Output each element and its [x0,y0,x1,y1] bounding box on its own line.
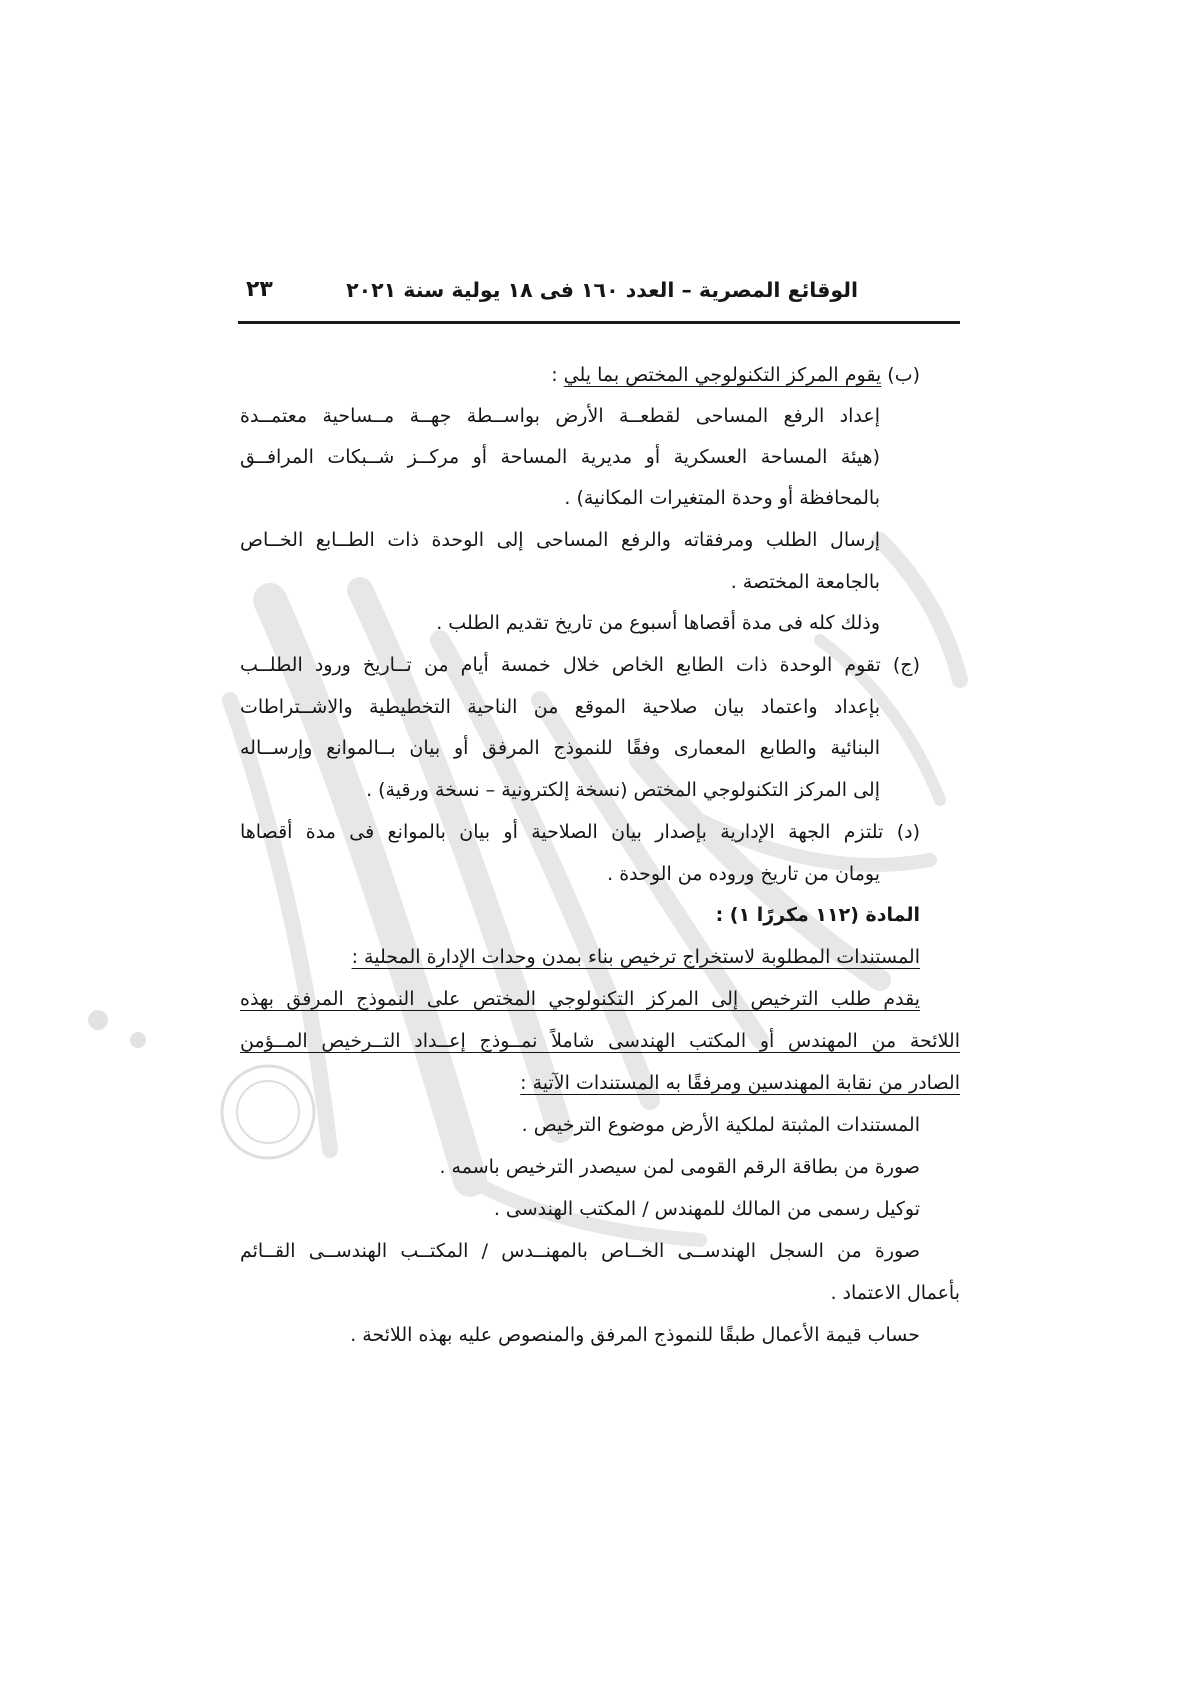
article-intro-line: الصادر من نقابة المهندسين ومرفقًا به المستندات الآتية : [520,1072,960,1094]
required-document-item-continuation: بأعمال الاعتماد . [830,1282,960,1304]
article-subtitle: المستندات المطلوبة لاستخراج ترخيص بناء بمدن وحدات الإدارة المحلية : [351,946,920,968]
section-d-line: يومان من تاريخ وروده من الوحدة . [607,863,880,885]
watermark-dot [130,1032,146,1048]
section-b-line: بالمحافظة أو وحدة المتغيرات المكانية) . [564,487,880,509]
article-title: المادة (١١٢ مكررًا ١) : [715,904,920,926]
page-header-title: الوقائع المصرية – العدد ١٦٠ فى ١٨ يولية سنة ٢٠٢١ [346,278,858,302]
required-document-item: المستندات المثبتة لملكية الأرض موضوع الترخيص . [521,1114,920,1136]
required-document-item: صورة من بطاقة الرقم القومى لمن سيصدر الترخيص باسمه . [439,1156,920,1178]
page-number: ٢٣ [246,277,273,302]
article-intro-line: اللائحة من المهندس أو المكتب الهندسى شاملاً نمــوذج إعــداد التــرخيص المــؤمن [240,1030,960,1052]
section-b-line: (هيئة المساحة العسكرية أو مديرية المساحة أو مركــز شــبكات المرافــق [240,446,880,468]
section-c-line: (ج) تقوم الوحدة ذات الطابع الخاص خلال خمسة أيام من تــاريخ ورود الطلــب [240,654,920,676]
required-document-item: صورة من السجل الهندســى الخــاص بالمهنــدس / المكتــب الهندســى القــائم [240,1240,920,1262]
section-b-line: وذلك كله فى مدة أقصاها أسبوع من تاريخ تقديم الطلب . [436,612,880,634]
section-b-line: إرسال الطلب ومرفقاته والرفع المساحى إلى الوحدة ذات الطــابع الخــاص [240,529,880,551]
article-intro-line: يقدم طلب الترخيص إلى المركز التكنولوجي المختص على النموذج المرفق بهذه [240,988,920,1010]
section-b-marker: (ب) [887,364,920,386]
section-c-line: البنائية والطابع المعمارى وفقًا للنموذج المرفق أو بيان بــالموانع وإرســاله [240,737,880,759]
watermark-dot [88,1010,108,1030]
section-c-line: بإعداد واعتماد بيان صلاحية الموقع من الناحية التخطيطية والاشــتراطات [240,696,880,718]
section-d-line: (د) تلتزم الجهة الإدارية بإصدار بيان الصلاحية أو بيان بالموانع فى مدة أقصاها [240,821,920,843]
section-c-line: إلى المركز التكنولوجي المختص (نسخة إلكترونية – نسخة ورقية) . [366,779,880,801]
header-divider [238,321,960,324]
section-b-line: بالجامعة المختصة . [730,571,880,593]
section-b-heading-text: يقوم المركز التكنولوجي المختص بما يلي [563,364,882,386]
section-b-heading-colon: : [551,364,558,386]
section-b-heading [240,357,920,393]
section-b-line: إعداد الرفع المساحى لقطعــة الأرض بواســطة جهــة مــساحية معتمــدة [240,405,880,427]
required-document-item: حساب قيمة الأعمال طبقًا للنموذج المرفق والمنصوص عليه بهذه اللائحة . [350,1324,920,1346]
required-document-item: توكيل رسمى من المالك للمهندس / المكتب الهندسى . [493,1198,920,1220]
